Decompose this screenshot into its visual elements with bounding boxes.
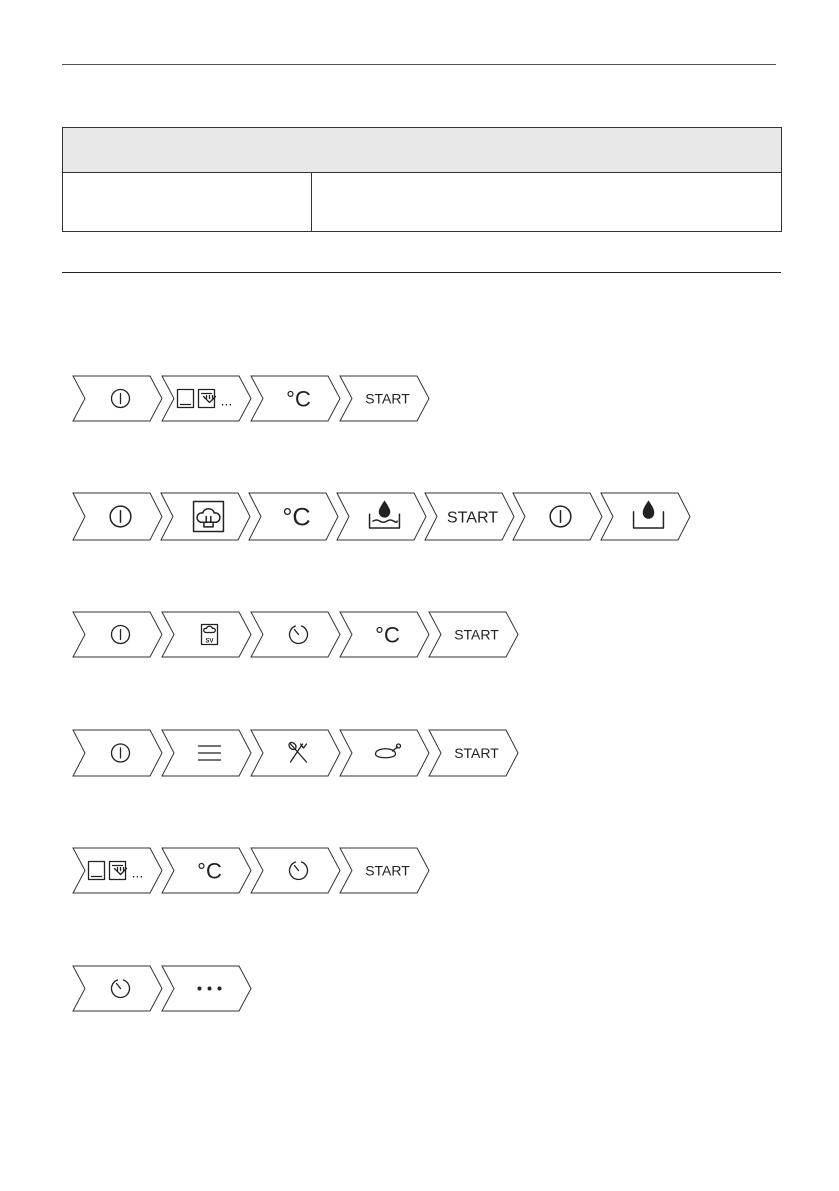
sequence-svg [72,492,691,541]
chevron-shape [340,730,429,776]
temperature-label: °C [286,386,311,412]
start-label [447,508,498,526]
top-rule [62,64,776,65]
start-label: START [365,862,410,879]
chevron-shape [251,612,340,657]
chevron-shape [251,730,340,776]
sequence-svg [72,847,430,894]
step-2-sous-vide [162,612,251,657]
step-3-temperature [251,376,340,421]
step-6-power [513,493,602,540]
chevron-shape [162,966,251,1011]
step-2-menu [162,730,251,776]
dot-2 [208,987,212,991]
step-4-start [340,848,429,893]
temperature-icon [375,623,400,648]
step-1-power [73,612,162,657]
temperature-label: °C [197,858,222,884]
chevron-shape [73,730,162,776]
chevron-shape [251,848,340,893]
info-table-cell-left [63,172,312,231]
step-3-timer [251,612,340,657]
start-label: START [454,626,499,643]
chevron-shape [513,493,602,540]
step-1-power [73,376,162,421]
info-table-header [63,128,781,173]
sequence-3 [72,611,519,658]
step-3-cutlery [251,730,340,776]
step-2-heating-function-icons [162,376,251,421]
sequence-svg [72,375,430,422]
step-4-start [340,376,429,421]
sequence-6 [72,965,252,1012]
sequence-1 [72,375,430,422]
ellipsis-label: ... [220,392,233,409]
step-1-timer [73,966,162,1011]
temperature-icon [197,859,222,884]
dot-3 [218,987,222,991]
chevron-shape [73,376,162,421]
temperature-label: °C [375,622,400,648]
step-1-heating-function-icons [73,848,162,893]
step-1-power [73,493,162,540]
info-table-cell-right [312,172,781,231]
step-4-water-tank [337,493,426,540]
step-1-power [73,730,162,776]
section-rule [62,272,781,273]
chevron-shape [73,966,162,1011]
start-label [365,863,410,879]
step-5-start [425,493,514,540]
temperature-label: °C [282,503,311,532]
step-2-more-options [162,966,251,1011]
sequence-4 [72,729,519,777]
start-label: START [365,390,410,407]
sequence-2 [72,492,691,541]
temperature-icon [286,387,311,412]
info-table [62,127,782,232]
step-3-temperature [249,493,338,540]
sequence-5 [72,847,430,894]
chevron-shape [73,493,162,540]
sv-label: SV [205,638,214,645]
sequence-svg [72,729,519,777]
step-5-start [429,730,518,776]
chevron-shape [73,612,162,657]
step-5-start [429,612,518,657]
step-4-food-category [340,730,429,776]
chevron-shape [162,612,251,657]
sequence-svg [72,611,519,658]
start-label [365,391,410,407]
start-label [454,745,499,761]
step-3-timer [251,848,340,893]
start-label: START [446,508,499,527]
temperature-icon [282,504,310,532]
start-label: START [454,745,499,761]
step-2-temperature [162,848,251,893]
step-2-steam-function [161,493,250,540]
dot-1 [198,987,202,991]
step-7-empty-water-tank [601,493,690,540]
start-label [454,627,499,643]
step-4-temperature [340,612,429,657]
sequence-svg [72,965,252,1012]
ellipsis-label: ... [131,864,144,881]
